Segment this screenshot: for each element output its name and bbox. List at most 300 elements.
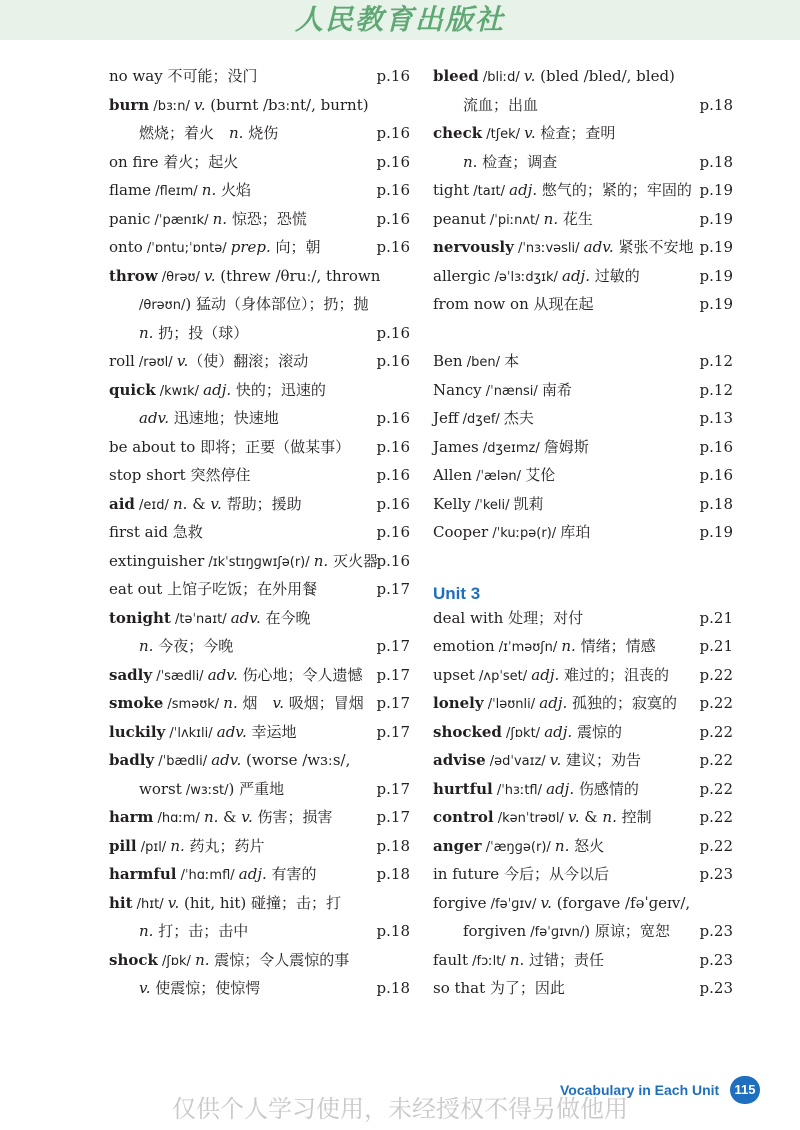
vocab-text xyxy=(433,233,693,264)
text-fragment: fault xyxy=(433,950,468,969)
page-reference: p.18 xyxy=(376,979,410,997)
headword: hit xyxy=(109,893,133,912)
vocab-entry xyxy=(109,490,410,519)
vocab-entry xyxy=(109,461,410,490)
text-fragment: so that 为了；因此 xyxy=(433,979,565,997)
phonetic: /rəʊl/ xyxy=(134,355,177,370)
headword: sadly xyxy=(109,665,153,684)
text-fragment: ) 原谅；宽恕 xyxy=(584,922,670,940)
vocab-text xyxy=(109,604,311,635)
phonetic: /ben/ xyxy=(462,355,505,370)
vocab-text xyxy=(109,433,350,462)
phonetic: /fəˈɡɪv/ xyxy=(486,896,541,912)
vocab-entry xyxy=(109,518,410,547)
phonetic: /ˈælən/ xyxy=(471,469,526,484)
unit-heading: Unit 3 xyxy=(433,584,481,603)
vocab-entry xyxy=(433,376,733,405)
watermark: 仅供个人学习使用，未经授权不得另做他用 xyxy=(172,1095,628,1123)
text-fragment: 烧伤 xyxy=(243,124,279,142)
text-fragment: 震惊；令人震惊的事 xyxy=(209,950,350,969)
phonetic: /sməʊk/ xyxy=(163,697,224,712)
phonetic: /θrəʊ/ xyxy=(157,269,205,285)
vocab-text xyxy=(139,775,284,806)
page-reference: p.17 xyxy=(376,665,410,684)
phonetic: /kənˈtrəʊl/ xyxy=(493,811,569,826)
page-reference: p.16 xyxy=(376,352,410,370)
text-fragment: 吸烟；冒烟 xyxy=(283,694,364,712)
vocab-text xyxy=(109,832,265,863)
vocab-text xyxy=(433,461,555,492)
vocab-entry xyxy=(109,347,410,376)
text-fragment: （使）翻滚；滚动 xyxy=(188,352,309,370)
text-fragment: forgive xyxy=(433,893,487,912)
part-of-speech: adv. xyxy=(583,238,614,256)
vocab-text xyxy=(433,803,652,834)
vocab-text xyxy=(109,347,308,378)
phonetic: /bliːd/ xyxy=(478,70,524,85)
page-reference: p.17 xyxy=(376,637,410,655)
text-fragment: 怒火 xyxy=(569,836,605,855)
part-of-speech: adj. xyxy=(544,722,573,741)
text-fragment: upset xyxy=(433,665,475,684)
vocab-entry xyxy=(109,803,410,832)
text-fragment: panic xyxy=(109,209,151,228)
page-reference: p.23 xyxy=(699,950,733,969)
text-fragment: & xyxy=(579,808,603,826)
vocab-text xyxy=(433,62,675,93)
text-fragment: peanut xyxy=(433,209,486,228)
text-fragment: 紧张不安地 xyxy=(613,238,694,256)
headword: harm xyxy=(109,808,154,826)
text-fragment: 有害的 xyxy=(266,865,317,883)
vocab-text xyxy=(139,404,279,433)
page-reference: p.12 xyxy=(699,380,733,399)
vocab-text xyxy=(433,860,609,889)
page-reference: p.16 xyxy=(376,124,410,142)
text-fragment: (threw /θruː/, thrown xyxy=(215,266,381,285)
vocab-entry xyxy=(433,775,733,804)
text-fragment: (burnt /bɜːnt/, burnt) xyxy=(205,95,369,114)
part-of-speech: v. xyxy=(241,808,253,826)
page-reference: p.22 xyxy=(699,836,733,855)
vocab-entry xyxy=(109,946,410,975)
vocab-entry xyxy=(109,689,410,718)
vocab-entry xyxy=(433,205,733,234)
text-fragment: 幸运地 xyxy=(246,722,297,741)
phonetic: /bɜːn/ xyxy=(149,98,195,114)
part-of-speech: v. xyxy=(272,694,284,712)
text-fragment: 本 xyxy=(504,352,520,370)
vocab-text xyxy=(139,917,248,946)
page-reference: p.17 xyxy=(376,694,410,712)
headword: nervously xyxy=(433,238,514,256)
phonetic: /ˈnænsi/ xyxy=(481,383,542,399)
phonetic: /ʃɒkt/ xyxy=(501,725,545,741)
vocab-text xyxy=(139,290,368,321)
page-reference: p.17 xyxy=(376,580,410,598)
text-fragment: 过错；责任 xyxy=(524,950,605,969)
vocab-text xyxy=(109,262,380,293)
phonetic: /təˈnaɪt/ xyxy=(170,611,231,627)
page-reference: p.19 xyxy=(699,266,733,285)
headword: smoke xyxy=(109,694,164,712)
part-of-speech: n. xyxy=(313,551,329,570)
page-reference: p.16 xyxy=(699,437,733,456)
vocab-entry xyxy=(433,832,733,861)
text-fragment: (forgave /fəˈɡeɪv/, xyxy=(551,893,691,912)
text-fragment: 难过的；沮丧的 xyxy=(559,665,670,684)
page-reference: p.16 xyxy=(376,67,410,85)
text-fragment: 凯莉 xyxy=(513,494,544,513)
vocab-text xyxy=(109,91,369,122)
vocab-entry xyxy=(433,490,733,519)
section-spacer xyxy=(433,547,733,576)
part-of-speech: n. xyxy=(139,637,154,655)
vocab-text xyxy=(433,832,604,863)
text-fragment: 在今晚 xyxy=(260,608,311,627)
part-of-speech: n. xyxy=(201,181,217,199)
headword: hurtful xyxy=(433,779,493,798)
headword: pill xyxy=(109,836,137,855)
vocab-entry xyxy=(109,404,410,433)
vocab-text xyxy=(109,205,307,236)
text-fragment: & xyxy=(218,808,242,826)
text-fragment: 检查；查明 xyxy=(535,124,616,142)
page-reference: p.16 xyxy=(376,238,410,256)
vocab-text xyxy=(109,860,317,891)
text-fragment: 詹姆斯 xyxy=(543,437,589,456)
vocab-text xyxy=(433,433,589,464)
text-fragment: 使震惊；使惊愕 xyxy=(150,979,261,997)
text-fragment: 流血；出血 xyxy=(463,95,539,114)
vocab-entry xyxy=(109,889,410,918)
text-fragment: 震惊的 xyxy=(572,722,622,741)
part-of-speech: v. xyxy=(524,124,536,142)
vocab-entry xyxy=(433,518,733,547)
text-fragment: forgiven xyxy=(463,922,527,940)
phonetic: /taɪt/ xyxy=(469,184,510,199)
vocabulary-column-left xyxy=(109,62,410,1003)
vocab-text xyxy=(109,62,258,91)
vocab-entry xyxy=(109,661,410,690)
page-reference: p.22 xyxy=(699,779,733,798)
part-of-speech: adj. xyxy=(238,865,267,883)
text-fragment: (hit, hit) 碰撞；击；打 xyxy=(179,893,341,912)
part-of-speech: adj. xyxy=(509,181,538,199)
vocab-entry xyxy=(109,319,410,348)
phonetic: /ˈbædli/ xyxy=(154,754,212,769)
text-fragment: eat out 上馆子吃饭；在外用餐 xyxy=(109,580,318,598)
phonetic: /ˈpænɪk/ xyxy=(150,212,213,228)
phonetic: /dʒef/ xyxy=(458,412,504,427)
page-reference: p.16 xyxy=(376,181,410,199)
part-of-speech: v. xyxy=(167,893,180,912)
vocab-text xyxy=(139,319,248,348)
vocab-text xyxy=(433,775,639,806)
vocab-text xyxy=(433,205,593,236)
vocab-text xyxy=(109,746,350,777)
phonetic: /ˈləʊnli/ xyxy=(483,697,540,712)
page-reference: p.22 xyxy=(699,694,733,712)
text-fragment: 花生 xyxy=(558,209,593,228)
vocab-entry xyxy=(109,433,410,462)
text-fragment: 伤害；损害 xyxy=(252,808,333,826)
part-of-speech: v. xyxy=(204,266,216,285)
vocab-text xyxy=(109,575,317,604)
page-reference: p.16 xyxy=(376,466,410,484)
vocab-entry xyxy=(433,604,733,633)
part-of-speech: n. xyxy=(139,922,154,940)
vocab-text xyxy=(463,917,670,948)
part-of-speech: n. xyxy=(212,209,228,228)
phonetic: /ˈæŋɡə(r)/ xyxy=(481,839,555,855)
headword: tonight xyxy=(109,608,171,627)
text-fragment: & xyxy=(187,494,211,513)
phonetic: /ˈsædli/ xyxy=(152,668,208,684)
text-fragment: deal with 处理；对付 xyxy=(433,608,584,627)
phonetic: /ʃɒk/ xyxy=(157,953,196,969)
vocab-entry xyxy=(433,433,733,462)
page-reference: p.17 xyxy=(376,808,410,826)
text-fragment: Jeff xyxy=(433,409,459,427)
phonetic: /θrəʊn/ xyxy=(139,298,186,313)
page-reference: p.19 xyxy=(699,181,733,199)
headword: burn xyxy=(109,95,150,114)
text-fragment: from now on 从现在起 xyxy=(433,295,594,313)
part-of-speech: adv. xyxy=(211,751,242,769)
part-of-speech: adv. xyxy=(216,722,247,741)
page-reference: p.18 xyxy=(376,836,410,855)
text-fragment: 打；击；击中 xyxy=(153,922,249,940)
page-reference: p.23 xyxy=(699,922,733,940)
vocab-entry xyxy=(109,262,410,291)
text-fragment: 情绪；情感 xyxy=(575,637,656,655)
vocab-entry xyxy=(433,62,733,91)
text-fragment: first aid 急救 xyxy=(109,523,203,541)
part-of-speech: v. xyxy=(210,494,222,513)
page-reference: p.16 xyxy=(376,437,410,456)
page-reference: p.16 xyxy=(376,494,410,513)
text-fragment: 艾伦 xyxy=(525,466,556,484)
page-reference: p.23 xyxy=(699,865,733,883)
page-reference: p.16 xyxy=(376,523,410,541)
vocab-entry xyxy=(109,376,410,405)
part-of-speech: v. xyxy=(568,808,580,826)
part-of-speech: n. xyxy=(195,950,210,969)
text-fragment: 今夜；今晚 xyxy=(153,637,234,655)
page-reference: p.16 xyxy=(376,323,410,342)
vocab-text xyxy=(433,347,519,378)
phonetic: /pɪl/ xyxy=(136,839,171,855)
phonetic: /fɔːlt/ xyxy=(467,953,510,969)
part-of-speech: v. xyxy=(176,352,189,370)
phonetic: /ˈkuːpə(r)/ xyxy=(488,526,561,541)
vocab-entry xyxy=(109,91,410,120)
vocab-entry xyxy=(433,803,733,832)
part-of-speech: v. xyxy=(194,95,206,114)
text-fragment: James xyxy=(433,437,479,456)
vocab-entry xyxy=(433,917,733,946)
part-of-speech: adv. xyxy=(207,665,238,684)
page-reference: p.23 xyxy=(699,979,733,997)
page-reference: p.18 xyxy=(699,152,733,171)
text-fragment: Nancy xyxy=(433,380,482,399)
text-fragment: 扔；投（球） xyxy=(153,323,249,342)
vocab-entry xyxy=(433,233,733,262)
text-fragment: 伤感情的 xyxy=(574,779,639,798)
vocab-text xyxy=(433,718,622,749)
vocab-text xyxy=(109,718,297,749)
vocab-text xyxy=(433,176,692,207)
part-of-speech: n. xyxy=(602,808,617,826)
part-of-speech: adj. xyxy=(203,380,232,399)
page-reference: p.16 xyxy=(376,152,410,171)
headword: aid xyxy=(109,494,135,513)
text-fragment: ) 猛动（身体部位）；扔；抛 xyxy=(185,295,369,313)
text-fragment: (worse /wɜːs/, xyxy=(241,751,351,769)
vocab-entry xyxy=(433,632,733,661)
vocab-entry xyxy=(433,461,733,490)
part-of-speech: n. xyxy=(170,836,185,855)
phonetic: /ɪˈməʊʃn/ xyxy=(494,640,562,655)
headword: shocked xyxy=(433,722,502,741)
vocab-text xyxy=(433,376,572,407)
part-of-speech: adv. xyxy=(230,608,261,627)
vocab-text xyxy=(109,148,238,177)
part-of-speech: adj. xyxy=(539,694,568,712)
vocab-text xyxy=(433,604,583,633)
part-of-speech: prep. xyxy=(230,238,271,256)
text-fragment: 过敏的 xyxy=(589,266,640,285)
part-of-speech: n. xyxy=(203,808,219,826)
phonetic: /ˈlʌkɪli/ xyxy=(165,725,217,741)
vocab-text xyxy=(109,490,302,521)
text-fragment: no way 不可能；没门 xyxy=(109,67,258,85)
page-reference: p.19 xyxy=(699,523,733,541)
part-of-speech: n. xyxy=(173,494,188,513)
phonetic: /fleɪm/ xyxy=(151,184,202,199)
text-fragment: 快的；迅速的 xyxy=(231,380,326,399)
phonetic: /dʒeɪmz/ xyxy=(478,440,544,456)
headword: bleed xyxy=(433,67,479,85)
vocab-text xyxy=(433,490,544,521)
vocab-text xyxy=(109,233,321,264)
vocab-text xyxy=(109,461,250,490)
text-fragment: ) 严重地 xyxy=(228,779,285,798)
text-fragment: 杰夫 xyxy=(503,409,534,427)
vocab-entry xyxy=(433,148,733,177)
phonetic: /kwɪk/ xyxy=(155,383,204,399)
phonetic: /hɑːm/ xyxy=(153,811,204,826)
text-fragment: stop short 突然停住 xyxy=(109,466,251,484)
headword: anger xyxy=(433,836,482,855)
headword: control xyxy=(433,808,494,826)
page-reference: p.22 xyxy=(699,808,733,826)
headword: advise xyxy=(433,751,486,769)
text-fragment: 憋气的；紧的；牢固的 xyxy=(537,181,692,199)
text-fragment: 检查；调查 xyxy=(477,152,558,171)
text-fragment: 库珀 xyxy=(560,523,591,541)
part-of-speech: n. xyxy=(223,694,238,712)
headword: badly xyxy=(109,751,155,769)
vocab-entry xyxy=(433,290,733,319)
text-fragment: 控制 xyxy=(616,808,652,826)
text-fragment: 迅速地；快速地 xyxy=(169,409,279,427)
phonetic: /ˈhɑːmfl/ xyxy=(176,868,239,883)
page-reference: p.21 xyxy=(699,608,733,627)
vocab-text xyxy=(109,946,349,977)
phonetic: /əˈlɜːdʒɪk/ xyxy=(490,269,563,285)
headword: harmful xyxy=(109,865,177,883)
headword: lonely xyxy=(433,694,484,712)
phonetic: /hɪt/ xyxy=(132,896,168,912)
page-reference: p.13 xyxy=(699,409,733,427)
vocab-text xyxy=(463,148,557,177)
vocabulary-column-right xyxy=(433,62,733,1003)
phonetic: /ʌpˈset/ xyxy=(474,668,532,684)
headword: throw xyxy=(109,266,158,285)
text-fragment: 孤独的；寂寞的 xyxy=(567,694,678,712)
text-fragment: 伤心地；令人遗憾 xyxy=(237,665,363,684)
vocab-text xyxy=(463,91,538,120)
text-fragment: emotion xyxy=(433,637,495,655)
vocab-text xyxy=(109,547,378,578)
phonetic: /fəˈɡɪvn/ xyxy=(526,925,585,940)
page-reference: p.16 xyxy=(376,409,410,427)
page-reference: p.19 xyxy=(699,295,733,313)
vocab-entry xyxy=(109,775,410,804)
vocab-text xyxy=(109,689,364,720)
vocab-entry xyxy=(109,290,410,319)
vocab-entry xyxy=(433,946,733,975)
headword: shock xyxy=(109,950,158,969)
text-fragment: Ben xyxy=(433,352,463,370)
part-of-speech: n. xyxy=(561,637,576,655)
text-fragment: Allen xyxy=(433,466,472,484)
text-fragment: Cooper xyxy=(433,523,489,541)
text-fragment: 燃烧；着火 xyxy=(139,124,230,142)
page-reference: p.17 xyxy=(376,779,410,798)
footer-section-label: Vocabulary in Each Unit xyxy=(560,1082,720,1098)
part-of-speech: n. xyxy=(554,836,570,855)
page-reference: p.22 xyxy=(699,722,733,741)
text-fragment: onto xyxy=(109,238,143,256)
phonetic: /wɜːst/ xyxy=(181,782,229,798)
part-of-speech: n. xyxy=(139,323,154,342)
text-fragment: Kelly xyxy=(433,494,471,513)
text-fragment: (bled /bled/, bled) xyxy=(535,67,675,85)
part-of-speech: n. xyxy=(229,124,244,142)
phonetic: /ˈɒntu;ˈɒntə/ xyxy=(142,241,231,256)
vocab-text xyxy=(433,946,604,977)
vocab-entry xyxy=(433,746,733,775)
part-of-speech: adv. xyxy=(139,409,170,427)
phonetic: /ˈhɜːtfl/ xyxy=(492,782,547,798)
vocab-entry xyxy=(109,917,410,946)
part-of-speech: n. xyxy=(463,152,478,171)
page-reference: p.19 xyxy=(699,238,733,256)
page-reference: p.18 xyxy=(376,865,410,883)
text-fragment: roll xyxy=(109,352,135,370)
vocab-entry xyxy=(433,661,733,690)
page-reference: p.19 xyxy=(699,209,733,228)
headword: quick xyxy=(109,380,156,399)
text-fragment: worst xyxy=(139,779,182,798)
vocab-text xyxy=(139,974,260,1003)
part-of-speech: adj. xyxy=(546,779,575,798)
vocab-text xyxy=(433,518,590,549)
vocab-entry xyxy=(433,347,733,376)
